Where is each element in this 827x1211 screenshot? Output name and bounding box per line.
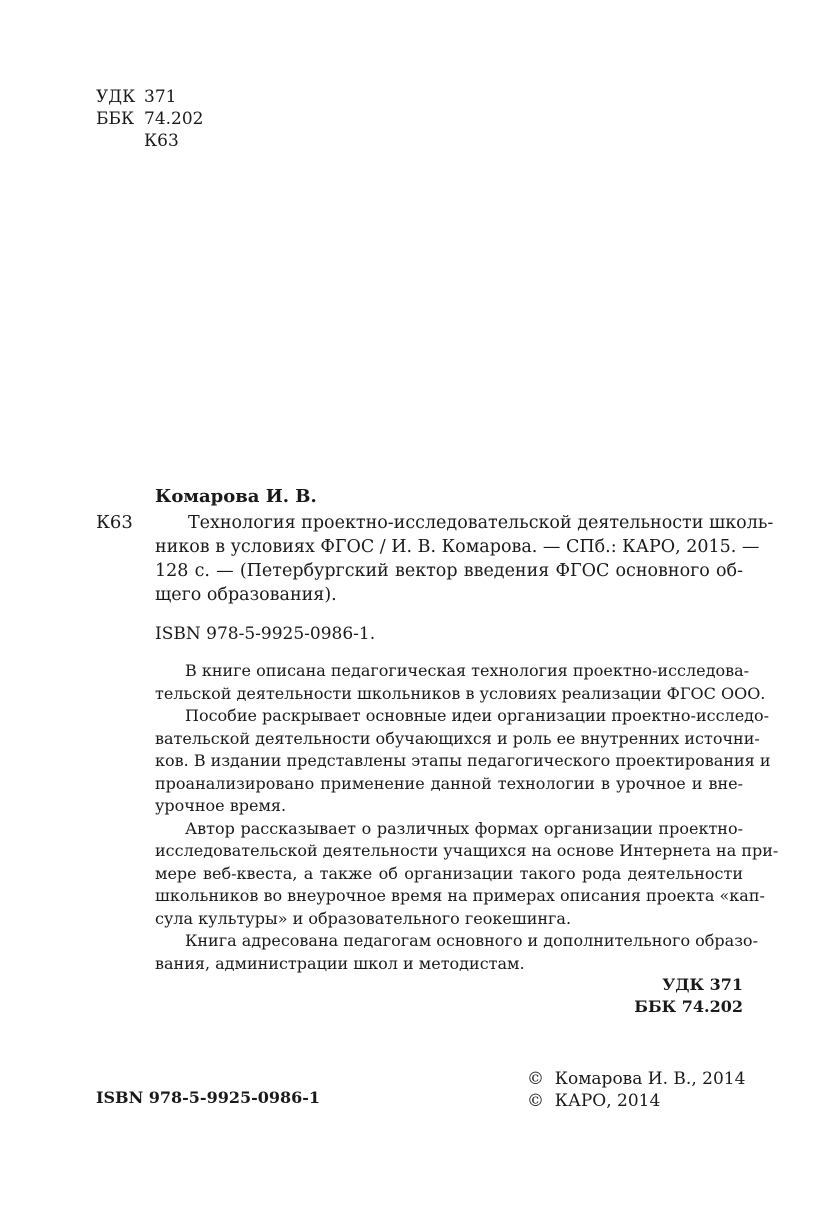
annotation-line: Автор рассказывает о различных формах организации проектно-	[185, 818, 743, 838]
footer-bbk: ББК 74.202	[634, 997, 743, 1016]
annotation-line: Пособие раскрывает основные идеи организации проектно-исследо-	[185, 706, 770, 725]
annotation-line: исследовательской деятельности учащихся на основе Интернета на при-	[155, 841, 779, 860]
isbn-line: ISBN 978-5-9925-0986-1.	[155, 624, 376, 644]
annotation-line: ков. В издании представлены этапы педагогического проектирования и	[155, 751, 771, 770]
annotation-line: проанализировано применение данной технологии в урочное и вне-	[155, 773, 743, 793]
annotation-line: мере веб-квеста, а также об организации такого рода деятельности	[155, 863, 743, 883]
author-mark-top: К63	[144, 131, 179, 151]
author-name: Комарова И. В.	[155, 486, 317, 507]
annotation-line: сула культуры» и образовательного геокешинга.	[155, 908, 572, 928]
annotation	[155, 660, 779, 975]
bbk-value: 74.202	[144, 109, 204, 129]
description-line: 128 с. — (Петербургский вектор введения ФГОС основного об-	[155, 561, 743, 581]
footer-udk: УДК 371	[662, 975, 743, 994]
description-line: ников в условиях ФГОС / И. В. Комарова. — СПб.: КАРО, 2015. —	[155, 537, 760, 557]
udk-value: 371	[144, 87, 177, 107]
bibliographic-description	[155, 511, 774, 607]
udk-label: УДК	[96, 87, 136, 107]
annotation-line: Книга адресована педагогам основного и дополнительного образо-	[185, 931, 758, 950]
copyright-author: © Комарова И. В., 2014	[527, 1069, 746, 1089]
description-line: щего образования).	[155, 585, 337, 605]
annotation-line: урочное время.	[155, 796, 287, 815]
author-mark: К63	[96, 512, 133, 533]
annotation-line: вания, администрации школ и методистам.	[155, 953, 525, 973]
annotation-line: школьников во внеурочное время на примерах описания проекта «кап-	[155, 886, 765, 905]
annotation-line: вательской деятельности обучающихся и роль ее внутренних источни-	[155, 728, 760, 748]
bbk-label: ББК	[96, 109, 135, 129]
annotation-line: В книге описана педагогическая технология проектно-исследова-	[185, 661, 750, 680]
copyright-publisher: © КАРО, 2014	[527, 1091, 661, 1111]
footer-isbn: ISBN 978-5-9925-0986-1	[96, 1088, 321, 1107]
description-line: Технология проектно-исследовательской деятельности школь-	[188, 513, 774, 533]
annotation-line: тельской деятельности школьников в условиях реализации ФГОС ООО.	[155, 683, 766, 703]
